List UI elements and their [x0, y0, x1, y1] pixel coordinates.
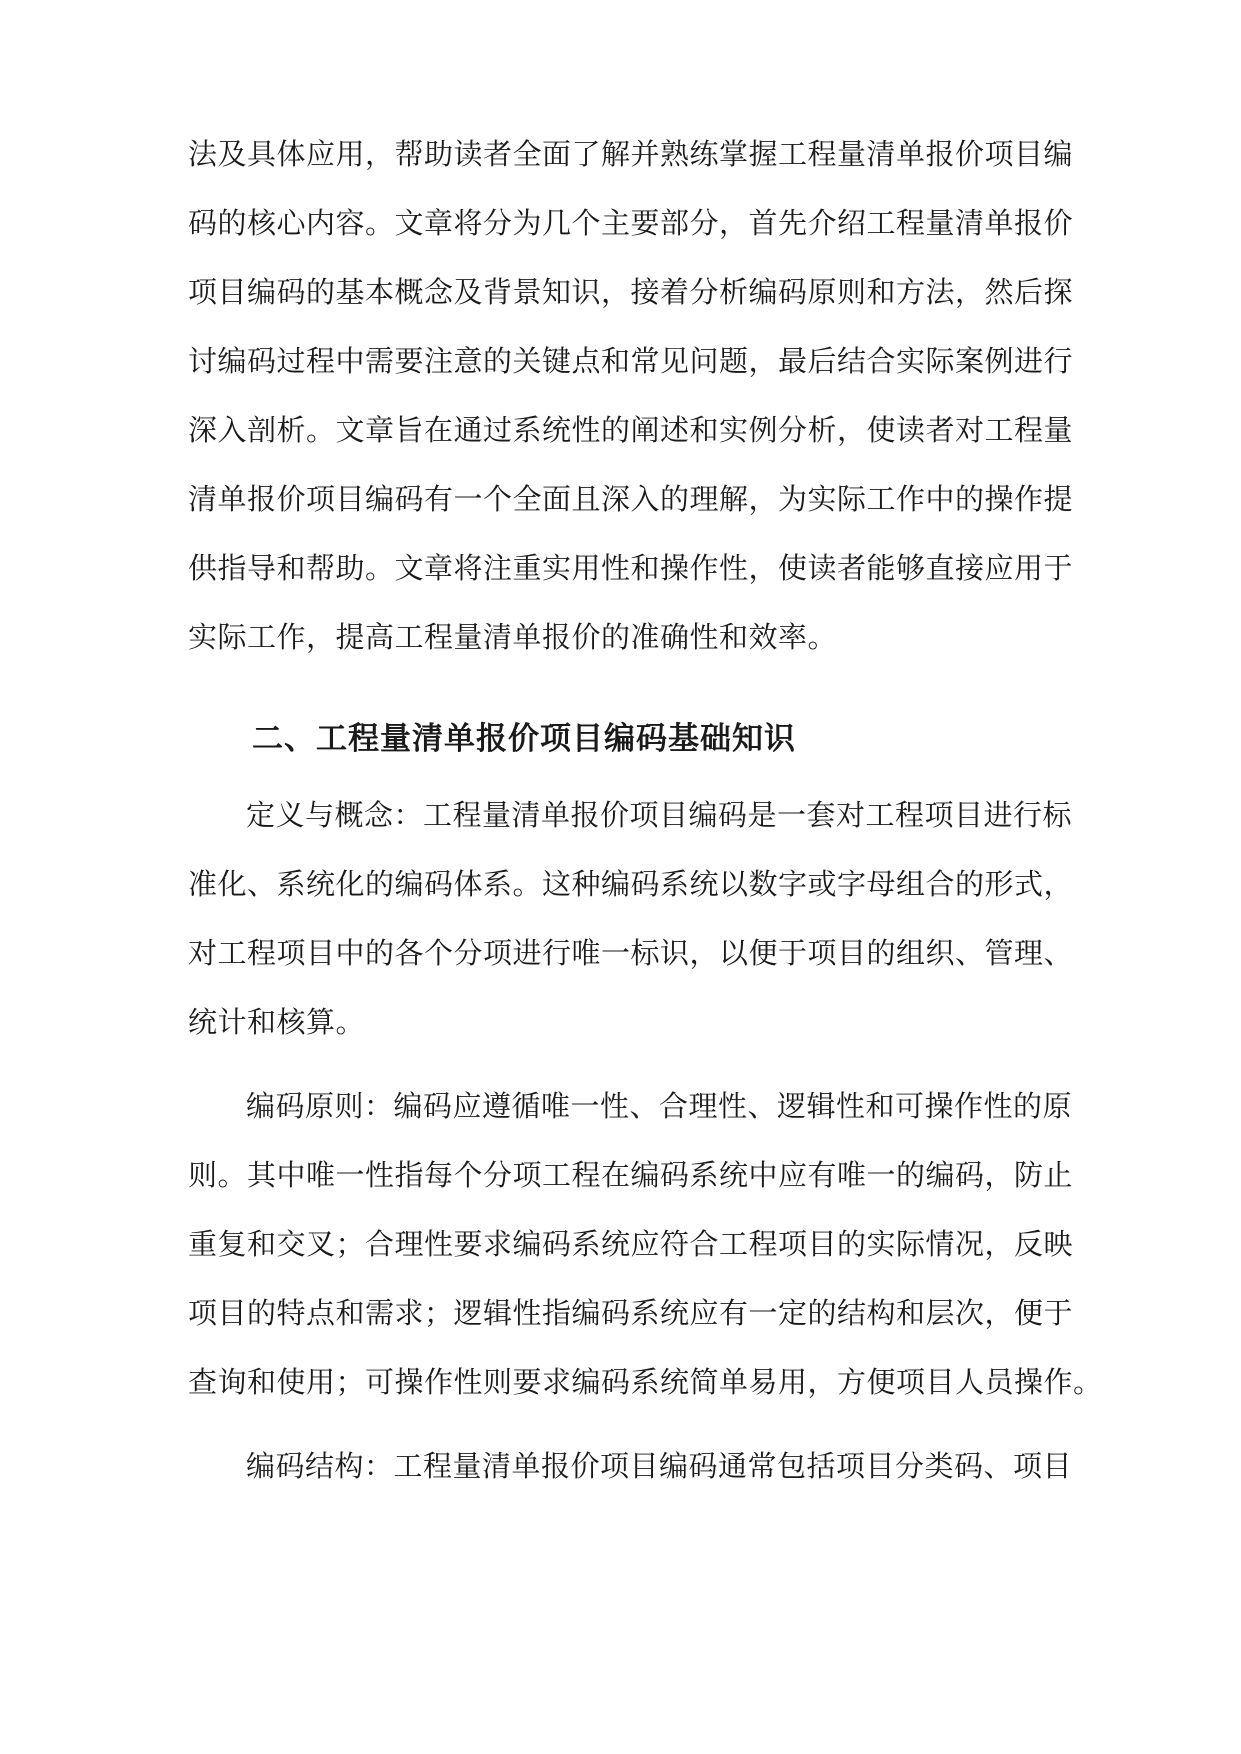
structure-line-1: 编码结构：工程量清单报价项目编码通常包括项目分类码、项目 — [246, 1449, 1073, 1483]
principle-line-1: 编码原则：编码应遵循唯一性、合理性、逻辑性和可操作性的原 — [246, 1089, 1073, 1123]
intro-line-8: 实际工作，提高工程量清单报价的准确性和效率。 — [188, 620, 838, 654]
definition-line-3: 对工程项目中的各个分项进行唯一标识，以便于项目的组织、管理、 — [188, 936, 1074, 970]
intro-line-5: 深入剖析。文章旨在通过系统性的阐述和实例分析，使读者对工程量 — [188, 413, 1074, 447]
principle-line-3: 重复和交叉；合理性要求编码系统应符合工程项目的实际情况，反映 — [188, 1227, 1074, 1261]
intro-line-4: 讨编码过程中需要注意的关键点和常见问题，最后结合实际案例进行 — [188, 344, 1074, 378]
definition-line-4: 统计和核算。 — [188, 1005, 366, 1039]
intro-line-1: 法及具体应用，帮助读者全面了解并熟练掌握工程量清单报价项目编 — [188, 137, 1074, 171]
principle-line-5: 查询和使用；可操作性则要求编码系统简单易用，方便项目人员操作。 — [188, 1365, 1103, 1399]
intro-line-7: 供指导和帮助。文章将注重实用性和操作性，使读者能够直接应用于 — [188, 551, 1074, 585]
principle-line-2: 则。其中唯一性指每个分项工程在编码系统中应有唯一的编码，防止 — [188, 1158, 1074, 1192]
intro-line-3: 项目编码的基本概念及背景知识，接着分析编码原则和方法，然后探 — [188, 275, 1074, 309]
intro-line-2: 码的核心内容。文章将分为几个主要部分，首先介绍工程量清单报价 — [188, 206, 1074, 240]
definition-line-1: 定义与概念：工程量清单报价项目编码是一套对工程项目进行标 — [246, 798, 1073, 832]
definition-line-2: 准化、系统化的编码体系。这种编码系统以数字或字母组合的形式， — [188, 867, 1074, 901]
intro-line-6: 清单报价项目编码有一个全面且深入的理解，为实际工作中的操作提 — [188, 482, 1074, 516]
principle-line-4: 项目的特点和需求；逻辑性指编码系统应有一定的结构和层次，便于 — [188, 1296, 1074, 1330]
section-heading: 二、工程量清单报价项目编码基础知识 — [252, 721, 796, 757]
